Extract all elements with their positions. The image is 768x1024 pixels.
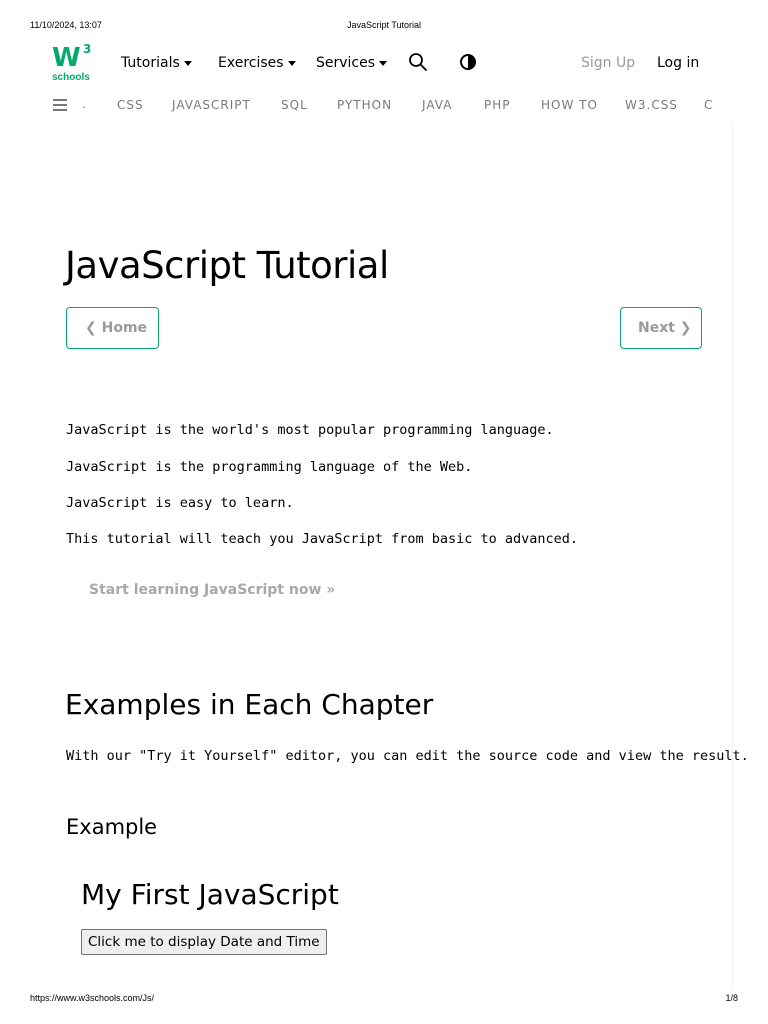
subnav-how-to[interactable]: HOW TO [541, 98, 598, 112]
display-date-button[interactable]: Click me to display Date and Time [81, 929, 327, 955]
topics-subnav [0, 95, 732, 117]
print-header [0, 20, 768, 32]
nav-services[interactable] [316, 55, 387, 71]
subnav-java[interactable]: JAVA [422, 98, 453, 112]
subnav-sql[interactable]: SQL [281, 98, 308, 112]
nav-tutorials-label: Tutorials [121, 55, 180, 71]
examples-text: With our "Try it Yourself" editor, you can edit the source code and view the result. [66, 748, 749, 764]
content-divider [732, 122, 733, 990]
subnav-w3css[interactable]: W3.CSS [625, 98, 678, 112]
nav-services-label: Services [316, 55, 376, 71]
subnav-c[interactable]: C [704, 98, 714, 112]
logo-wordmark: schools [52, 72, 90, 83]
search-icon [408, 52, 428, 72]
print-datetime: 11/10/2024, 13:07 [30, 20, 102, 30]
top-navbar [0, 40, 768, 88]
signup-link[interactable]: Sign Up [581, 55, 636, 71]
theme-toggle-button[interactable] [459, 53, 481, 75]
menu-icon[interactable] [53, 99, 67, 111]
nav-exercises-label: Exercises [218, 55, 284, 71]
login-link[interactable]: Log in [657, 55, 700, 71]
intro-paragraph: This tutorial will teach you JavaScript from basic to advanced. [66, 531, 579, 547]
start-learning-link[interactable]: Start learning JavaScript now » [89, 582, 336, 598]
caret-down-icon [184, 61, 192, 66]
example-label: Example [66, 815, 158, 839]
logo-superscript: 3 [83, 42, 92, 56]
next-button[interactable]: Next ❯ [620, 307, 702, 349]
subnav-css[interactable]: CSS [117, 98, 144, 112]
print-page-number: 1/8 [725, 993, 738, 1003]
print-footer [0, 993, 768, 1005]
contrast-icon [459, 53, 477, 71]
subnav-dot: . [82, 97, 86, 111]
subnav-python[interactable]: PYTHON [337, 98, 393, 112]
print-url: https://www.w3schools.com/Js/ [30, 993, 155, 1003]
intro-paragraph: JavaScript is easy to learn. [66, 495, 294, 511]
intro-paragraph: JavaScript is the programming language of the Web. [66, 459, 473, 475]
page-title: JavaScript Tutorial [65, 244, 389, 287]
intro-paragraph: JavaScript is the world's most popular programming language. [66, 422, 554, 438]
search-button[interactable] [408, 52, 430, 74]
nav-tutorials[interactable] [121, 55, 192, 71]
caret-down-icon [288, 61, 296, 66]
print-doc-title: JavaScript Tutorial [346, 20, 422, 30]
nav-exercises[interactable] [218, 55, 296, 71]
logo-mark: W [52, 43, 79, 73]
w3schools-logo[interactable] [52, 44, 92, 84]
caret-down-icon [379, 61, 387, 66]
subnav-javascript[interactable]: JAVASCRIPT [172, 98, 251, 112]
examples-heading: Examples in Each Chapter [65, 688, 434, 721]
home-button[interactable]: ❮ Home [66, 307, 159, 349]
demo-title: My First JavaScript [81, 878, 339, 911]
subnav-php[interactable]: PHP [484, 98, 511, 112]
